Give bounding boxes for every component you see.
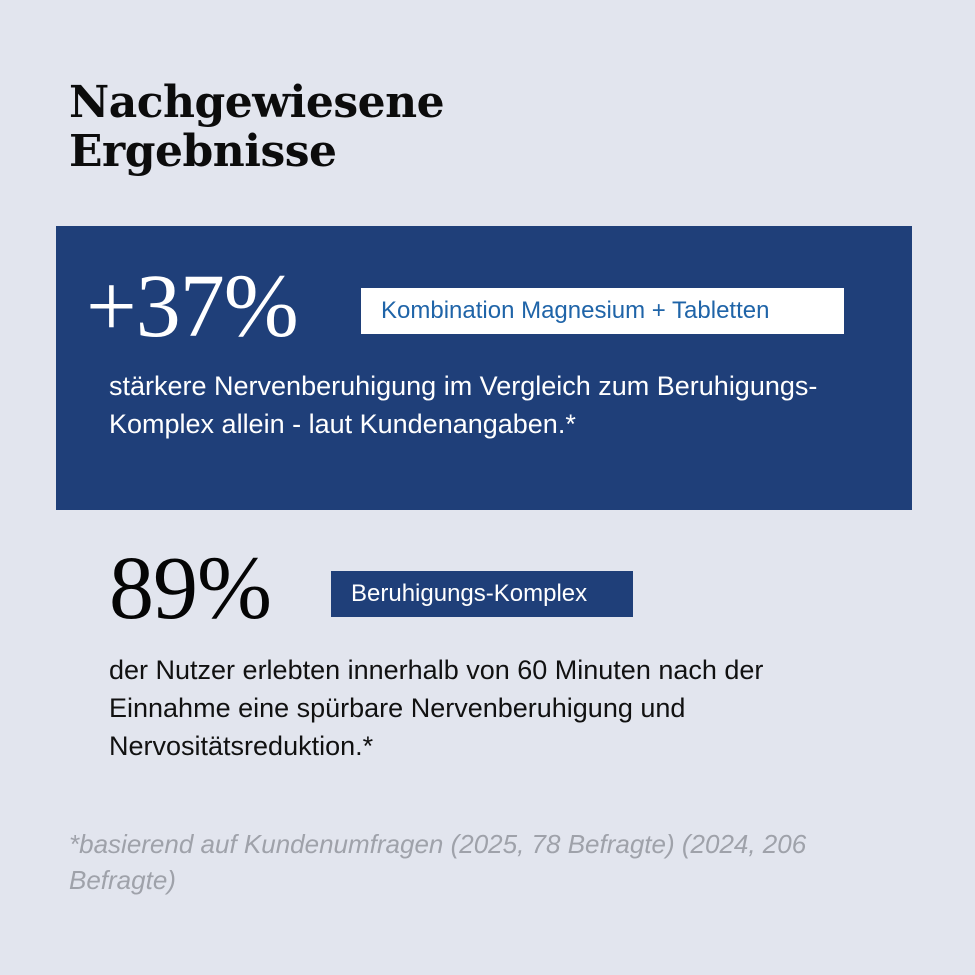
stat-description-combination: stärkere Nervenberuhigung im Vergleich zum Beruhigungs-Komplex allein - laut Kundenangaben.* xyxy=(109,371,818,439)
stat-description-complex: der Nutzer erlebten innerhalb von 60 Minuten nach der Einnahme eine spürbare Nervenberuhigung und Nervositätsreduktion.* xyxy=(109,655,764,761)
stat-value-combination: +37% xyxy=(86,257,298,356)
stat-tag-combination: Kombination Magnesium + Tabletten xyxy=(361,288,844,334)
survey-footnote: *basierend auf Kundenumfragen (2025, 78 Befragte) (2024, 206 Befragte) xyxy=(69,829,807,895)
stat-value-complex: 89% xyxy=(109,539,271,638)
stat-tag-complex: Beruhigungs-Komplex xyxy=(331,571,633,617)
page-title: Nachgewiesene Ergebnisse xyxy=(69,77,445,177)
